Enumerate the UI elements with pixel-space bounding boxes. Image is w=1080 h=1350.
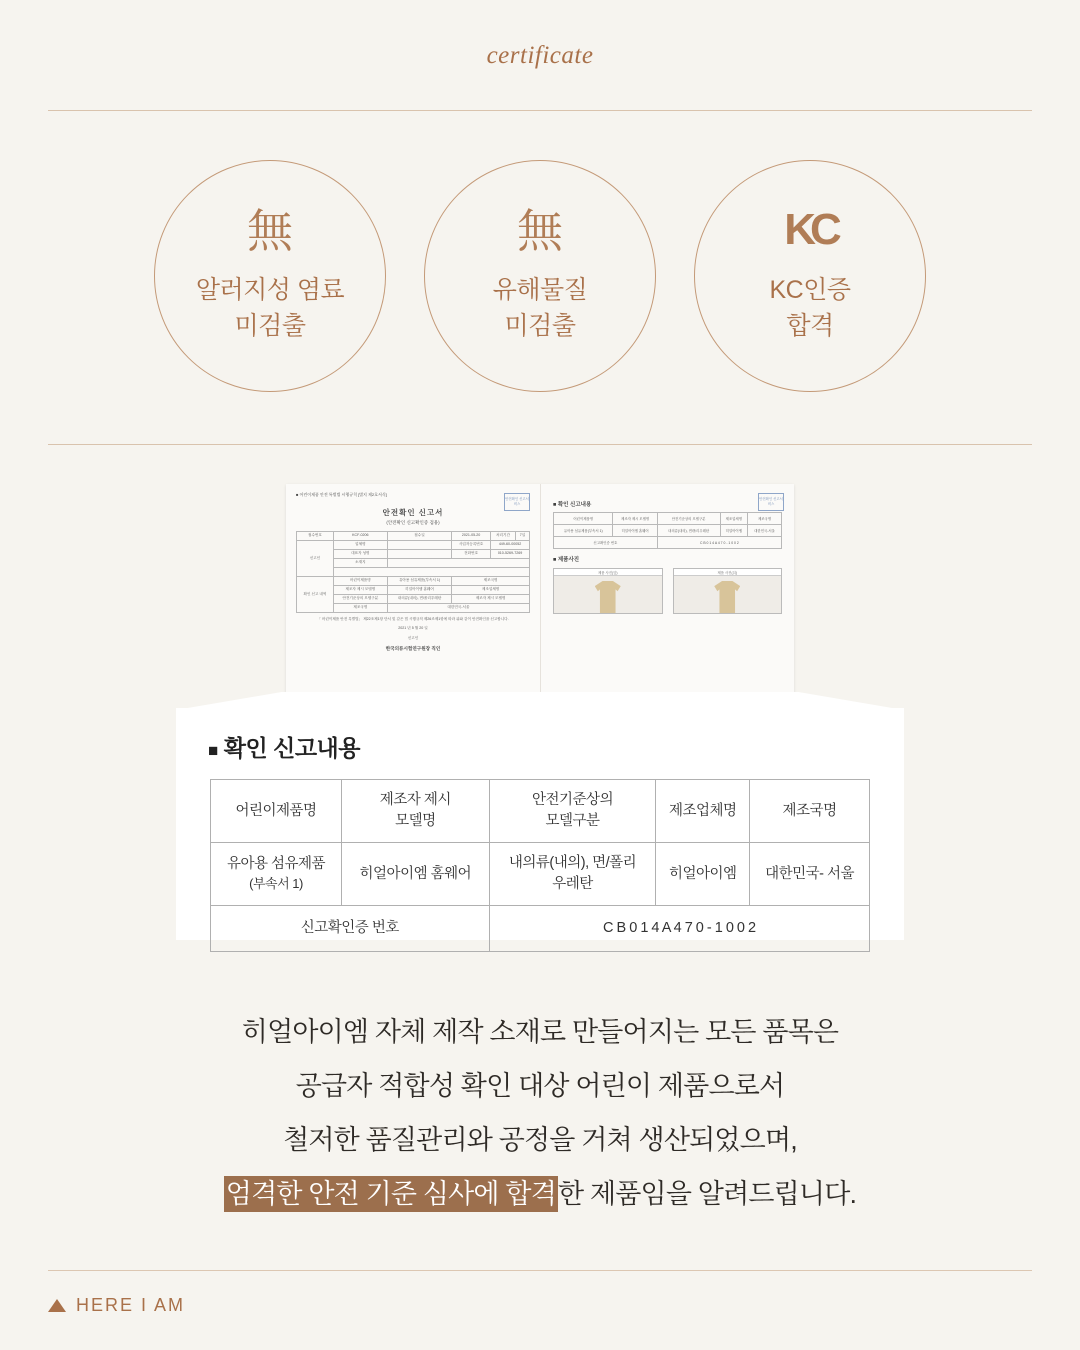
cell: 업체명: [333, 541, 387, 550]
cell: 접수번호: [297, 532, 334, 541]
highlight-text: 엄격한 안전 기준 심사에 합격: [224, 1176, 558, 1212]
scan-form-code: ■ 어린이제품 안전 특별법 시행규칙 [별지 제2호서식]: [296, 492, 387, 497]
cell: 제조국명: [333, 604, 387, 613]
cell: KCF-0206: [333, 532, 387, 541]
scan-photo-section-title: ■ 제품사진: [553, 557, 580, 563]
table-row: [211, 906, 870, 952]
page-title: certificate: [486, 42, 594, 69]
badge-label-line1: 알러지성 염료: [195, 275, 345, 304]
cell: 사업자등록번호: [452, 541, 491, 550]
paragraph-line-4: [0, 1167, 1080, 1221]
scan-product-photos: [553, 568, 782, 614]
cell: 제조업체명: [452, 586, 530, 595]
brand-mark-icon: [48, 1299, 66, 1312]
table-row: [297, 577, 530, 586]
cell-line2: (부속서 1): [249, 876, 303, 892]
col-header-model-class: [489, 780, 656, 843]
cell: 유아용 섬유제품(부속서 1): [387, 577, 451, 586]
callout-heading: [208, 730, 878, 763]
cell: 신고확인증 번호: [554, 537, 658, 549]
badge-no-hazardous-substance: [424, 160, 656, 392]
cell-product-name: [211, 843, 342, 906]
cell: 히얼아이엠: [720, 525, 748, 537]
scan-stamp-left: 안전확인 신고서비스: [504, 493, 530, 511]
paragraph-line-4-rest: 한 제품임을 알려드립니다.: [557, 1179, 857, 1209]
garment-shape-icon: [714, 581, 740, 613]
cell: 접수일: [387, 532, 451, 541]
badge-label-line2: 미검출: [504, 312, 576, 340]
scan-signer: 신고인: [407, 635, 419, 640]
cell: 제조자 제시 모델명: [452, 595, 530, 604]
table-row: [554, 537, 782, 549]
col-header-model-name: [342, 780, 490, 843]
header-line2: 모델구분: [545, 813, 600, 830]
cell: 7일: [516, 532, 530, 541]
table-header-row: [211, 780, 870, 843]
scan-left-table: [296, 531, 530, 613]
cell-line2: 우레탄: [552, 876, 593, 893]
zoom-callout: [176, 692, 904, 940]
cell-model-class: [489, 843, 656, 906]
cell: 신고인: [297, 541, 334, 577]
cell: 제조국명: [452, 577, 530, 586]
cell: 2021-05-20: [452, 532, 491, 541]
scan-right-table: [553, 512, 782, 549]
scan-issuer: 한국의류시험연구원장 직인: [385, 646, 441, 652]
photo-caption: 제품 사진(뒤): [674, 569, 782, 576]
cell: 확인 신고 내역: [297, 577, 334, 613]
header-line1: 안전기준상의: [532, 792, 614, 808]
scan-subtitle: (안전확인 신고확인증 겸용): [386, 520, 440, 526]
description-paragraph: [0, 1005, 1080, 1221]
cell: 안전기준상의 모델구분: [657, 513, 720, 525]
table-row: [554, 525, 782, 537]
table-row: [211, 843, 870, 906]
col-header-product-name: 어린이제품명: [211, 780, 342, 843]
cell-line1: 내의류(내의), 면/폴리: [508, 855, 637, 872]
no-allergen-dye-icon: 無: [247, 203, 293, 258]
cell: 내의류(내의), 면/폴리우레탄: [657, 525, 720, 537]
scan-left-page: [286, 484, 540, 694]
cell-cert-label: 신고확인증 번호: [211, 906, 490, 952]
kc-mark-icon: KC: [784, 204, 836, 254]
cell: 히얼아이엠 홈웨어: [613, 525, 657, 537]
col-header-manufacturer: 제조업체명: [656, 780, 750, 843]
garment-shape-icon: [595, 581, 621, 613]
cell-line1: 유아용 섬유제품: [226, 856, 326, 873]
product-photo-back: [673, 568, 783, 614]
paragraph-line-3: 철저한 품질관리와 공정을 거쳐 생산되었으며,: [283, 1125, 797, 1155]
cell: [387, 550, 451, 559]
certificate-scan-image: [286, 484, 794, 694]
col-header-country: 제조국명: [750, 780, 870, 843]
callout-heading-text: 확인 신고내용: [223, 735, 360, 761]
cell: 전화번호: [452, 550, 491, 559]
no-hazardous-substance-icon: 無: [517, 203, 563, 258]
cell: 대표자 성명: [333, 550, 387, 559]
cell-manufacturer: 히얼아이엠: [656, 843, 750, 906]
cell: 처리기간: [491, 532, 516, 541]
table-row: [554, 513, 782, 525]
badge-label-line2: 합격: [786, 312, 834, 340]
cell: 히얼아이엠 홈웨어: [387, 586, 451, 595]
cell-cert-value: C B 0 1 4 A 4 7 0 - 1 0 0 2: [489, 906, 869, 952]
scan-title: 안전확인 신고서: [382, 508, 444, 517]
paragraph-line-1: 히얼아이엠 자체 제작 소재로 만들어지는 모든 품목은: [241, 1017, 839, 1047]
header-line1: 제조자 제시: [379, 792, 451, 808]
footer-brand: [48, 1295, 185, 1316]
paragraph-line-2: 공급자 적합성 확인 대상 어린이 제품으로서: [295, 1071, 785, 1101]
cell: 유아용 섬유제품(부속서 1): [554, 525, 613, 537]
header-line2: 모델명: [395, 813, 436, 830]
cell: 어린이제품명: [333, 577, 387, 586]
cell: 안전기준상의 모델구분: [333, 595, 387, 604]
badge-label-line2: 미검출: [234, 312, 306, 340]
cell: 010-5269-7269: [491, 550, 530, 559]
cell: 어린이제품명: [554, 513, 613, 525]
cell: 제조자 제시 모델명: [333, 586, 387, 595]
callout-card: [176, 708, 904, 940]
cell: 대한민국-서울: [748, 525, 782, 537]
cell: [387, 559, 529, 568]
cell: 소재지: [333, 559, 387, 568]
declaration-table: [210, 779, 870, 952]
photo-caption: 제품 사진(앞): [554, 569, 662, 576]
scan-right-page: [541, 484, 794, 694]
cell: 내의류(내의), 면/폴리우레탄: [387, 595, 451, 604]
badge-no-allergen-dye: [154, 160, 386, 392]
cell: 대한민국-서울: [387, 604, 529, 613]
badge-kc-certified: [694, 160, 926, 392]
table-row: [297, 541, 530, 550]
cell: [387, 541, 451, 550]
brand-name: HERE I AM: [76, 1295, 186, 1315]
scan-footnote: 「 어린이제품 안전 특별법」 제22조제1항 단서 및 같은 법 시행규칙 제26조제1항에 따라 위와 같이 안전확인을 신고합니다.: [317, 617, 509, 621]
cell: 제조국명: [748, 513, 782, 525]
divider-footer: [48, 1270, 1032, 1271]
cell: C B 0 1 4 A 4 7 0 - 1 0 0 2: [657, 537, 781, 549]
scan-stamp-right: 안전확인 신고서비스: [758, 493, 784, 511]
divider-middle: [48, 444, 1032, 445]
cell: 제조자 제시 모델명: [613, 513, 657, 525]
cell-model-name: 히얼아이엠 홈웨어: [342, 843, 490, 906]
cell: [333, 568, 529, 577]
cell: 449-60-00052: [491, 541, 530, 550]
badge-label-line1: 유해물질: [492, 275, 588, 304]
divider-top: [48, 110, 1032, 111]
cell-country: 대한민국- 서울: [750, 843, 870, 906]
scan-right-section-title: ■ 확인 신고내용: [553, 502, 592, 508]
product-photo-front: [553, 568, 663, 614]
square-bullet-icon: ■: [208, 741, 218, 760]
table-row: [297, 532, 530, 541]
scan-date: 2021 년 5 월 20 일: [398, 626, 428, 631]
badge-row: [0, 160, 1080, 392]
cell: 제조업체명: [720, 513, 748, 525]
badge-label-line1: KC인증: [769, 275, 851, 304]
